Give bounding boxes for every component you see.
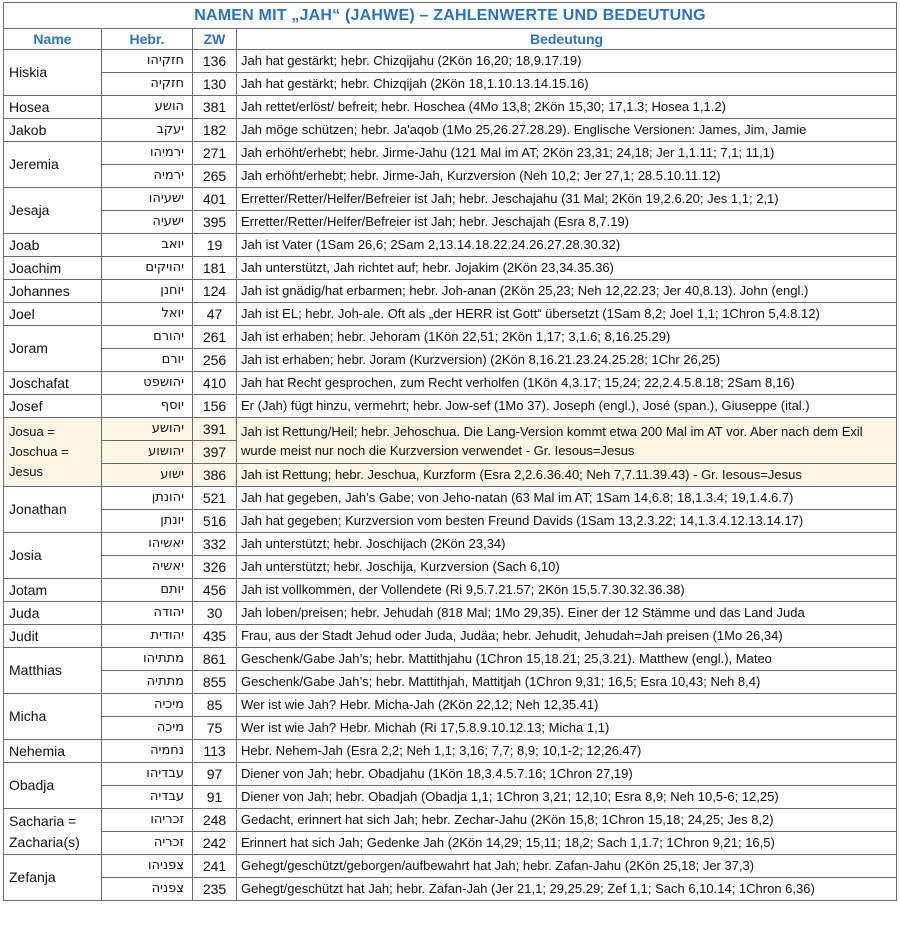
- name-cell: Juda: [4, 602, 102, 625]
- table-row: [4, 96, 897, 119]
- table-row: [4, 487, 897, 510]
- zahlenwert-cell: 124: [193, 280, 237, 303]
- table-row: [4, 418, 897, 441]
- page-title: NAMEN MIT „JAH“ (JAHWE) – ZAHLENWERTE UND BEDEUTUNG: [4, 3, 897, 29]
- table-row: [4, 832, 897, 855]
- bedeutung-cell: Jah unterstützt; hebr. Joschijach (2Kön 23,34): [237, 533, 897, 556]
- bedeutung-cell: Jah ist Rettung; hebr. Jeschua, Kurzform (Esra 2,2.6.36.40; Neh 7,7.11.39.43) - Gr. Iesous=Jesus: [237, 464, 897, 487]
- bedeutung-cell: Jah erhöht/erhebt; hebr. Jirme-Jahu (121 Mal im AT; 2Kön 23,31; 24,18; Jer 1,1.11; 7,1; 11,1): [237, 142, 897, 165]
- name-cell: Joel: [4, 303, 102, 326]
- hebrew-cell: יהושפט: [102, 372, 193, 395]
- bedeutung-cell: Jah hat Recht gesprochen, zum Recht verholfen (1Kön 4,3.17; 15,24; 22,2.4.5.8.18; 2Sam 8,16): [237, 372, 897, 395]
- bedeutung-cell: Jah ist vollkommen, der Vollendete (Ri 9,5.7.21.57; 2Kön 15,5.7.30.32.36.38): [237, 579, 897, 602]
- table-row: [4, 73, 897, 96]
- bedeutung-cell: Er (Jah) fügt hinzu, vermehrt; hebr. Jow-sef (1Mo 37). Joseph (engl.), José (span.), Giuseppe (ital.): [237, 395, 897, 418]
- hebrew-cell: צפניה: [102, 878, 193, 901]
- name-cell: Joachim: [4, 257, 102, 280]
- hebrew-cell: ישוע: [102, 464, 193, 487]
- zahlenwert-cell: 47: [193, 303, 237, 326]
- name-cell: Hosea: [4, 96, 102, 119]
- bedeutung-cell: Geschenk/Gabe Jah’s; hebr. Mattithjahu (1Chron 15,18.21; 25,3.21). Matthew (engl.), Mateo: [237, 648, 897, 671]
- hebrew-cell: מתתיה: [102, 671, 193, 694]
- hebrew-cell: מיכיה: [102, 694, 193, 717]
- bedeutung-cell: Jah möge schützen; hebr. Ja'aqob (1Mo 25,26.27.28.29). Englische Versionen: James, Jim, Jamie: [237, 119, 897, 142]
- hebrew-cell: יותם: [102, 579, 193, 602]
- hebrew-cell: יונתן: [102, 510, 193, 533]
- bedeutung-cell: Jah hat gestärkt; hebr. Chizqijahu (2Kön 16,20; 18,9.17.19): [237, 50, 897, 73]
- hebrew-cell: ירמיהו: [102, 142, 193, 165]
- name-line: Josua =: [9, 424, 55, 439]
- zahlenwert-cell: 19: [193, 234, 237, 257]
- hebrew-cell: יהויקים: [102, 257, 193, 280]
- zahlenwert-cell: 256: [193, 349, 237, 372]
- bedeutung-cell: Gehegt/geschützt hat Jah; hebr. Zafan-Jah (Jer 21,1; 29,25.29; Zef 1,1; Sach 6,10.14; 1Chron 6,36): [237, 878, 897, 901]
- zahlenwert-cell: 265: [193, 165, 237, 188]
- hebrew-cell: מתתיהו: [102, 648, 193, 671]
- header-zw: ZW: [193, 29, 237, 50]
- zahlenwert-cell: 326: [193, 556, 237, 579]
- hebrew-cell: עבדיהו: [102, 763, 193, 786]
- hebrew-cell: חזקיהו: [102, 50, 193, 73]
- hebrew-cell: יואב: [102, 234, 193, 257]
- bedeutung-cell: Jah loben/preisen; hebr. Jehudah (818 Mal; 1Mo 29,35). Einer der 12 Stämme und das Land Juda: [237, 602, 897, 625]
- table-row: [4, 395, 897, 418]
- names-table: [3, 2, 897, 901]
- bedeutung-cell: Geschenk/Gabe Jah’s; hebr. Mattithjah, Mattitjah (1Chron 9,31; 16,5; Esra 10,43; Neh 8,4): [237, 671, 897, 694]
- table-row: [4, 464, 897, 487]
- header-name: Name: [4, 29, 102, 50]
- zahlenwert-cell: 181: [193, 257, 237, 280]
- bedeutung-cell: Jah ist gnädig/hat erbarmen; hebr. Joh-anan (2Kön 25,23; Neh 12,22.23; Jer 40,8.13). John (engl.): [237, 280, 897, 303]
- zahlenwert-cell: 410: [193, 372, 237, 395]
- bedeutung-cell: Jah ist Vater (1Sam 26,6; 2Sam 2,13.14.18.22.24.26.27.28.30.32): [237, 234, 897, 257]
- bedeutung-cell: Erretter/Retter/Helfer/Befreier ist Jah; hebr. Jeschajah (Esra 8,7.19): [237, 211, 897, 234]
- bedeutung-cell: Jah ist EL; hebr. Joh-ale. Oft als „der HERR ist Gott“ übersetzt (1Sam 8,2; Joel 1,1; 1Chron 5,4.8.12): [237, 303, 897, 326]
- hebrew-cell: זכריה: [102, 832, 193, 855]
- header-bedeutung: Bedeutung: [237, 29, 897, 50]
- hebrew-cell: יואל: [102, 303, 193, 326]
- zahlenwert-cell: 235: [193, 878, 237, 901]
- table-row: [4, 809, 897, 832]
- table-row: [4, 648, 897, 671]
- name-cell: Zefanja: [4, 855, 102, 901]
- zahlenwert-cell: 241: [193, 855, 237, 878]
- zahlenwert-cell: 861: [193, 648, 237, 671]
- bedeutung-cell: Gehegt/geschützt/geborgen/aufbewahrt hat Jah; hebr. Zafan-Jahu (2Kön 25,18; Jer 37,3): [237, 855, 897, 878]
- name-cell: Judit: [4, 625, 102, 648]
- hebrew-cell: ישעיה: [102, 211, 193, 234]
- zahlenwert-cell: 85: [193, 694, 237, 717]
- hebrew-cell: יוחנן: [102, 280, 193, 303]
- hebrew-cell: יוסף: [102, 395, 193, 418]
- bedeutung-cell: Diener von Jah; hebr. Obadjahu (1Kön 18,3.4.5.7.16; 1Chron 27,19): [237, 763, 897, 786]
- zahlenwert-cell: 156: [193, 395, 237, 418]
- hebrew-cell: צפניהו: [102, 855, 193, 878]
- name-cell: Jeremia: [4, 142, 102, 188]
- zahlenwert-cell: 381: [193, 96, 237, 119]
- table-row: [4, 326, 897, 349]
- zahlenwert-cell: 91: [193, 786, 237, 809]
- zahlenwert-cell: 401: [193, 188, 237, 211]
- hebrew-cell: מיכה: [102, 717, 193, 740]
- table-row: [4, 855, 897, 878]
- zahlenwert-cell: 397: [193, 441, 237, 464]
- name-cell: Joschafat: [4, 372, 102, 395]
- bedeutung-cell: Wer ist wie Jah? Hebr. Micha-Jah (2Kön 22,12; Neh 12,35.41): [237, 694, 897, 717]
- name-cell: Nehemia: [4, 740, 102, 763]
- bedeutung-cell: Jah ist erhaben; hebr. Joram (Kurzversion) (2Kön 8,16.21.23.24.25.28; 1Chr 26,25): [237, 349, 897, 372]
- bedeutung-cell: Jah hat gegeben, Jah’s Gabe; von Jeho-natan (63 Mal im AT; 1Sam 14,6.8; 18,1.3.4; 19,1.4.6.7): [237, 487, 897, 510]
- bedeutung-cell: Jah hat gegeben; Kurzversion vom besten Freund Davids (1Sam 13,2.3.22; 14,1.3.4.12.13.14.17): [237, 510, 897, 533]
- table-row: [4, 142, 897, 165]
- zahlenwert-cell: 248: [193, 809, 237, 832]
- bedeutung-cell: Jah hat gestärkt; hebr. Chizqijah (2Kön 18,1.10.13.14.15.16): [237, 73, 897, 96]
- bedeutung-cell: Wer ist wie Jah? Hebr. Michah (Ri 17,5.8.9.10.12.13; Micha 1,1): [237, 717, 897, 740]
- table-row: [4, 602, 897, 625]
- zahlenwert-cell: 182: [193, 119, 237, 142]
- hebrew-cell: עבדיה: [102, 786, 193, 809]
- table-row: [4, 694, 897, 717]
- bedeutung-cell: Jah ist erhaben; hebr. Jehoram (1Kön 22,51; 2Kön 1,17; 3,1.6; 8,16.25.29): [237, 326, 897, 349]
- zahlenwert-cell: 97: [193, 763, 237, 786]
- table-row: [4, 257, 897, 280]
- table-row: [4, 234, 897, 257]
- hebrew-cell: יהונתן: [102, 487, 193, 510]
- bedeutung-cell: Jah unterstützt; hebr. Joschija, Kurzversion (Sach 6,10): [237, 556, 897, 579]
- name-cell: Hiskia: [4, 50, 102, 96]
- name-cell: Sacharia = Zacharia(s): [4, 809, 102, 855]
- hebrew-cell: חזקיה: [102, 73, 193, 96]
- hebrew-cell: יהושע: [102, 418, 193, 441]
- name-cell: Obadja: [4, 763, 102, 809]
- name-cell: Josef: [4, 395, 102, 418]
- name-cell: Jonathan: [4, 487, 102, 533]
- hebrew-cell: יהודה: [102, 602, 193, 625]
- bedeutung-cell: Hebr. Nehem-Jah (Esra 2,2; Neh 1,1; 3,16; 7,7; 8,9; 10,1-2; 12,26.47): [237, 740, 897, 763]
- table-row: [4, 303, 897, 326]
- table-row: [4, 119, 897, 142]
- name-cell: [4, 418, 102, 487]
- table-row: [4, 211, 897, 234]
- zahlenwert-cell: 435: [193, 625, 237, 648]
- zahlenwert-cell: 391: [193, 418, 237, 441]
- name-cell: Jesaja: [4, 188, 102, 234]
- table-row: [4, 556, 897, 579]
- hebrew-cell: יאשיהו: [102, 533, 193, 556]
- table-row: [4, 579, 897, 602]
- table-row: [4, 878, 897, 901]
- bedeutung-cell: Jah erhöht/erhebt; hebr. Jirme-Jah, Kurzversion (Neh 10,2; Jer 27,1; 28.5.10.11.12): [237, 165, 897, 188]
- table-row: [4, 165, 897, 188]
- table-row: [4, 280, 897, 303]
- bedeutung-cell: Jah ist Rettung/Heil; hebr. Jehoschua. Die Lang-Version kommt etwa 200 Mal im AT vor. Aber nach dem Exil wurde meist nur noch die Kurzversion verwendet - Gr. Iesous=Jesus: [237, 418, 897, 464]
- hebrew-cell: זכריהו: [102, 809, 193, 832]
- name-cell: Joab: [4, 234, 102, 257]
- hebrew-cell: יהורם: [102, 326, 193, 349]
- bedeutung-cell: Frau, aus der Stadt Jehud oder Juda, Judäa; hebr. Jehudit, Jehudah=Jah preisen (1Mo 26,34): [237, 625, 897, 648]
- zahlenwert-cell: 136: [193, 50, 237, 73]
- zahlenwert-cell: 386: [193, 464, 237, 487]
- hebrew-cell: יהודית: [102, 625, 193, 648]
- table-row: [4, 50, 897, 73]
- zahlenwert-cell: 113: [193, 740, 237, 763]
- hebrew-cell: ירמיה: [102, 165, 193, 188]
- table-row: [4, 533, 897, 556]
- zahlenwert-cell: 261: [193, 326, 237, 349]
- zahlenwert-cell: 855: [193, 671, 237, 694]
- title-row: [4, 3, 897, 29]
- zahlenwert-cell: 130: [193, 73, 237, 96]
- bedeutung-cell: Jah unterstützt, Jah richtet auf; hebr. Jojakim (2Kön 23,34.35.36): [237, 257, 897, 280]
- name-cell: Johannes: [4, 280, 102, 303]
- bedeutung-cell: Erretter/Retter/Helfer/Befreier ist Jah; hebr. Jeschajahu (31 Mal; 2Kön 19,2.6.20; Jes 1,1; 2,1): [237, 188, 897, 211]
- table-row: [4, 372, 897, 395]
- table-row: [4, 763, 897, 786]
- hebrew-cell: נחמיה: [102, 740, 193, 763]
- table-row: [4, 671, 897, 694]
- name-cell: Josia: [4, 533, 102, 579]
- name-cell: Micha: [4, 694, 102, 740]
- name-cell: Matthias: [4, 648, 102, 694]
- hebrew-cell: יאשיה: [102, 556, 193, 579]
- table-row: [4, 740, 897, 763]
- zahlenwert-cell: 30: [193, 602, 237, 625]
- header-hebr: Hebr.: [102, 29, 193, 50]
- bedeutung-cell: Erinnert hat sich Jah; Gedenke Jah (2Kön 14,29; 15,11; 18,2; Sach 1,1.7; 1Chron 9,21; 16,5): [237, 832, 897, 855]
- hebrew-cell: ישעיהו: [102, 188, 193, 211]
- name-line: Joschua =: [9, 444, 69, 459]
- zahlenwert-cell: 395: [193, 211, 237, 234]
- table-row: [4, 188, 897, 211]
- zahlenwert-cell: 271: [193, 142, 237, 165]
- table-row: [4, 510, 897, 533]
- name-line: Jesus: [9, 464, 43, 479]
- bedeutung-cell: Jah rettet/erlöst/ befreit; hebr. Hoschea (4Mo 13,8; 2Kön 15,30; 17,1.3; Hosea 1,1.2): [237, 96, 897, 119]
- zahlenwert-cell: 521: [193, 487, 237, 510]
- bedeutung-cell: Diener von Jah; hebr. Obadjah (Obadja 1,1; 1Chron 3,21; 12,10; Esra 8,9; Neh 10,5-6; 12,25): [237, 786, 897, 809]
- hebrew-cell: יהושוע: [102, 441, 193, 464]
- bedeutung-cell: Gedacht, erinnert hat sich Jah; hebr. Zechar-Jahu (2Kön 15,8; 1Chron 15,18; 24,25; Jes 8,2): [237, 809, 897, 832]
- zahlenwert-cell: 516: [193, 510, 237, 533]
- zahlenwert-cell: 75: [193, 717, 237, 740]
- header-row: [4, 29, 897, 50]
- table-row: [4, 625, 897, 648]
- table-row: [4, 349, 897, 372]
- zahlenwert-cell: 456: [193, 579, 237, 602]
- name-cell: Joram: [4, 326, 102, 372]
- table-row: [4, 717, 897, 740]
- hebrew-cell: יורם: [102, 349, 193, 372]
- hebrew-cell: הושע: [102, 96, 193, 119]
- zahlenwert-cell: 242: [193, 832, 237, 855]
- hebrew-cell: יעקב: [102, 119, 193, 142]
- table-row: [4, 786, 897, 809]
- name-cell: Jotam: [4, 579, 102, 602]
- zahlenwert-cell: 332: [193, 533, 237, 556]
- name-cell: Jakob: [4, 119, 102, 142]
